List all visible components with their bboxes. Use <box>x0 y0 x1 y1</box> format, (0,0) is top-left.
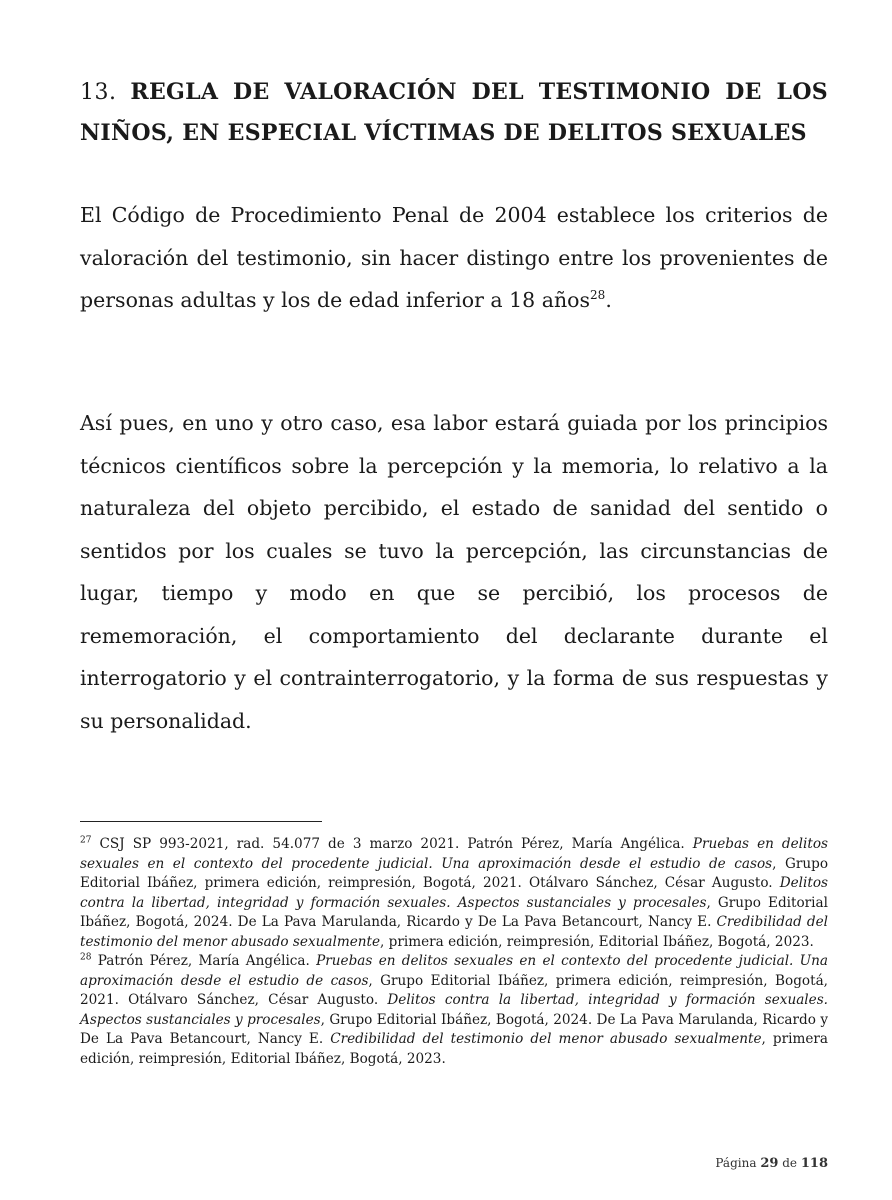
paragraph-2: Así pues, en uno y otro caso, esa labor estará guiada por los principios técnicos científicos sobre la percepción y la memoria, lo relativo a la naturaleza del objeto percibido, el estado de sanidad del sentido o sentidos por los cuales se tuvo la percepción, las circunstancias de lugar, tiempo y modo en que se percibió, los procesos de rememoración, el comportamiento del declarante durante el interrogatorio y el contrainterrogatorio, y la forma de sus respuestas y su personalidad. <box>80 411 828 733</box>
footnote-segment: , Grupo Editorial Ibáñez, primera edición, reimpresión, Bogotá, 2021. Otálvaro Sánchez, César Augusto. <box>80 855 829 891</box>
footnote-segment: , primera edición, reimpresión, Editorial Ibáñez, Bogotá, 2023. <box>80 1031 828 1067</box>
page-separator: de <box>782 1156 798 1170</box>
footnote-segment: , Grupo Editorial Ibáñez, Bogotá, 2024. De La Pava Marulanda, Ricardo y De La Pava Betancourt, Nancy E. <box>80 1011 828 1047</box>
page-prefix: Página <box>715 1156 757 1170</box>
paragraph-1-text: El Código de Procedimiento Penal de 2004 establece los criterios de valoración del testimonio, sin hacer distingo entre los provenientes de personas adultas y los de edad inferior a 18 años <box>80 203 828 312</box>
footnote-27 <box>80 835 828 952</box>
footnote-title-italic: Pruebas en delitos sexuales en el contexto del procedente judicial. Una aproximación desde el estudio de casos <box>80 953 828 989</box>
footnote-segment: Patrón Pérez, María Angélica. <box>91 953 317 969</box>
footnote-title-italic: Credibilidad del testimonio del menor abusado sexualmente <box>330 1031 762 1047</box>
section-number: 13. <box>80 80 117 105</box>
footnote-segment: , Grupo Editorial Ibáñez, Bogotá, 2024. De La Pava Marulanda, Ricardo y De La Pava Betancourt, Nancy E. <box>80 894 828 930</box>
footnotes-section <box>80 835 828 1069</box>
section-title: REGLA DE VALORACIÓN DEL TESTIMONIO DE LOS NIÑOS, EN ESPECIAL VÍCTIMAS DE DELITOS SEXUALES <box>80 79 828 146</box>
page-total: 118 <box>800 1156 828 1171</box>
footnote-title-italic: Delitos contra la libertad, integridad y formación sexuales. Aspectos sustanciales y procesales <box>80 875 828 911</box>
footnote-title-italic: Credibilidad del testimonio del menor abusado sexualmente <box>80 914 828 950</box>
section-heading <box>80 72 828 154</box>
paragraph-1-tail: . <box>605 288 612 312</box>
footnote-separator <box>80 821 322 822</box>
footnote-segment: , Grupo Editorial Ibáñez, primera edición, reimpresión, Bogotá, 2021. Otálvaro Sánchez, César Augusto. <box>80 972 828 1008</box>
paragraph-1 <box>80 194 828 322</box>
footnote-number: 28 <box>80 952 92 963</box>
footnote-segment: , primera edición, reimpresión, Editorial Ibáñez, Bogotá, 2023. <box>380 933 814 950</box>
page-current: 29 <box>760 1156 779 1171</box>
footnote-segment: CSJ SP 993-2021, rad. 54.077 de 3 marzo 2021. Patrón Pérez, María Angélica. <box>91 836 693 852</box>
footnote-number: 27 <box>80 835 92 846</box>
page-number <box>715 1156 828 1171</box>
footnote-reference-28[interactable]: 28 <box>590 288 606 303</box>
footnote-28 <box>80 952 828 1069</box>
footnote-title-italic: Delitos contra la libertad, integridad y formación sexuales. Aspectos sustanciales y procesales <box>80 992 828 1028</box>
footnote-title-italic: Pruebas en delitos sexuales en el contexto del procedente judicial. Una aproximación desde el estudio de casos <box>80 836 828 872</box>
